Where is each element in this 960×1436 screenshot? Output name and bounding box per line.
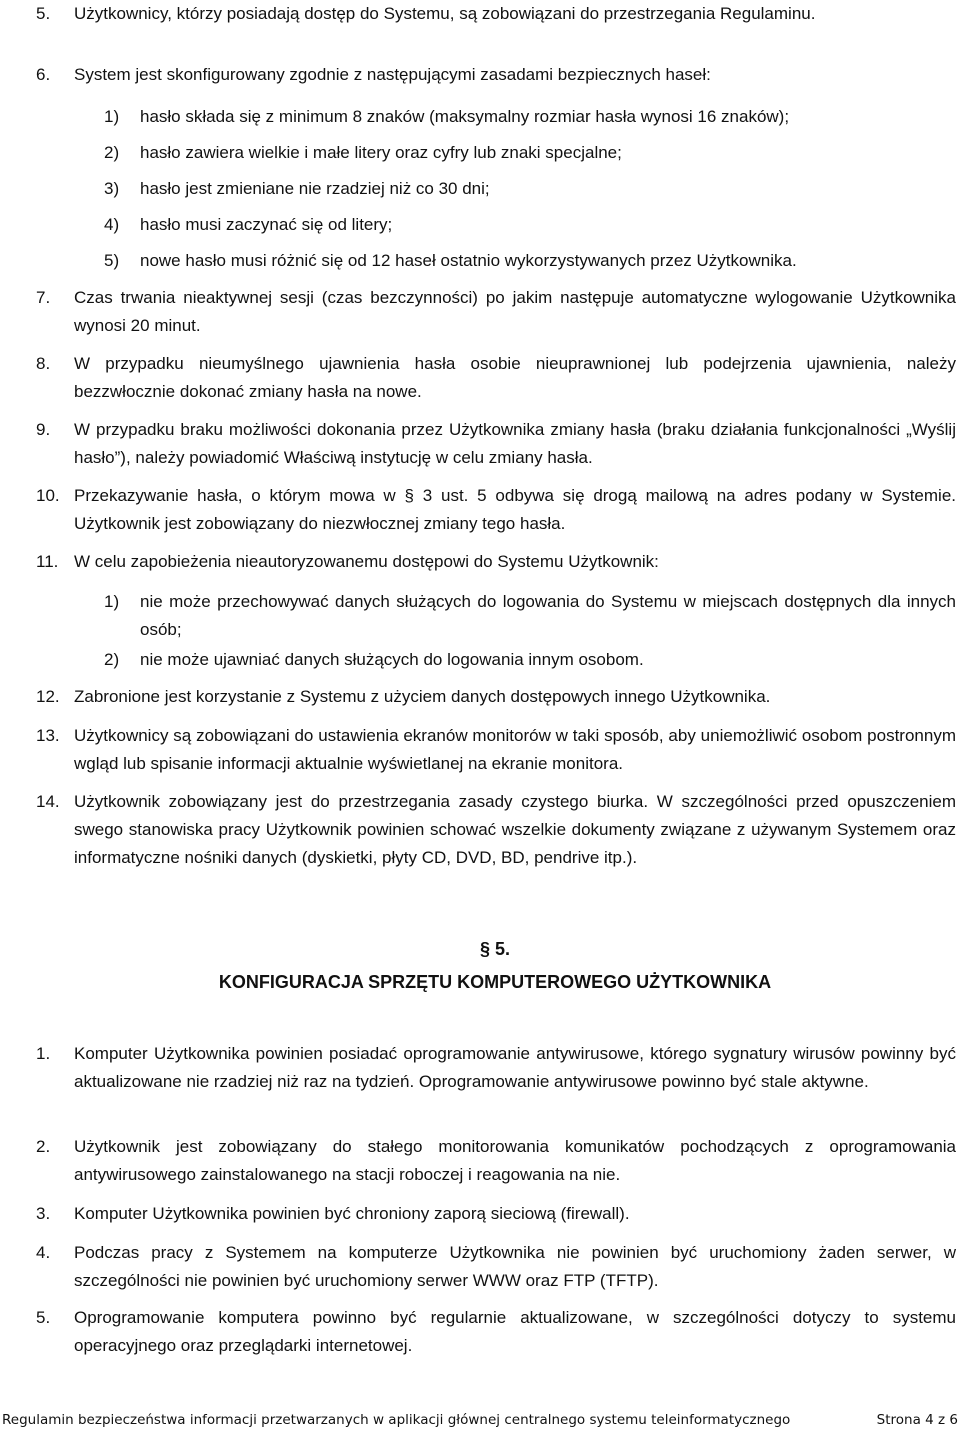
list-item-number: 12.	[36, 687, 60, 706]
sub-list-item	[104, 247, 956, 275]
list-item-text: Przekazywanie hasła, o którym mowa w § 3 ust. 5 odbywa się drogą mailową na adres podany w Systemie. Użytkownik jest zobowiązany do niezwłocznej zmiany tego hasła.	[74, 486, 956, 533]
sub-list-item-text: hasło zawiera wielkie i małe litery oraz cyfry lub znaki specjalne;	[140, 143, 622, 162]
list-item-text: W przypadku nieumyślnego ujawnienia hasła osobie nieuprawnionej lub podejrzenia ujawnienia, należy bezzwłocznie dokonać zmiany hasła na nowe.	[74, 354, 956, 401]
sub-list-item-number: 2)	[104, 650, 120, 669]
list-item-text: Użytkownicy, którzy posiadają dostęp do Systemu, są zobowiązani do przestrzegania Regulaminu.	[74, 4, 816, 23]
sub-list-item-text: hasło składa się z minimum 8 znaków (maksymalny rozmiar hasła wynosi 16 znaków);	[140, 107, 790, 126]
sub-list-item-text: hasło musi zaczynać się od litery;	[140, 215, 393, 234]
list-item-number: 13.	[36, 726, 60, 745]
sub-list-item-number: 5)	[104, 251, 120, 270]
list-item	[36, 1200, 956, 1228]
sub-list-item	[104, 175, 956, 203]
list-item	[36, 788, 956, 872]
list-item	[36, 416, 956, 472]
list-item-text: Komputer Użytkownika powinien być chroniony zaporą sieciową (firewall).	[74, 1204, 630, 1223]
sub-list-item-number: 1)	[104, 592, 120, 611]
list-item-text: W celu zapobieżenia nieautoryzowanemu dostępowi do Systemu Użytkownik:	[74, 552, 659, 571]
list-item-text: Użytkownik zobowiązany jest do przestrzegania zasady czystego biurka. W szczególności przed opuszczeniem swego stanowiska pracy Użytkownik powinien schować wszelkie dokumenty związane z używanym Systemem oraz informatyczne nośniki danych (dyskietki, płyty CD, DVD, BD, pendrive itp.).	[74, 792, 956, 867]
section-number: § 5.	[479, 939, 511, 959]
list-item	[36, 683, 956, 711]
list-item-number: 9.	[36, 420, 51, 439]
footer-page-number: Strona 4 z 6	[876, 1412, 958, 1428]
list-item	[36, 350, 956, 406]
sub-list-item-number: 2)	[104, 143, 120, 162]
list-item-text: Zabronione jest korzystanie z Systemu z użyciem danych dostępowych innego Użytkownika.	[74, 687, 771, 706]
list-item-text: Użytkownik jest zobowiązany do stałego monitorowania komunikatów pochodzących z oprogramowania antywirusowego zainstalowanego na stacji roboczej i reagowania na nie.	[74, 1137, 956, 1184]
list-item	[36, 284, 956, 340]
list-item-number: 6.	[36, 65, 51, 84]
list-item-number: 14.	[36, 792, 60, 811]
list-item-text: W przypadku braku możliwości dokonania przez Użytkownika zmiany hasła (braku działania funkcjonalności „Wyślij hasło”), należy powiadomić Właściwą instytucję w celu zmiany hasła.	[74, 420, 956, 467]
list-item	[36, 0, 956, 28]
list-item-number: 3.	[36, 1204, 51, 1223]
list-item-number: 10.	[36, 486, 60, 505]
sub-list-item-text: hasło jest zmieniane nie rzadziej niż co 30 dni;	[140, 179, 490, 198]
section-title: KONFIGURACJA SPRZĘTU KOMPUTEROWEGO UŻYTKOWNIKA	[218, 972, 772, 992]
list-item	[36, 1304, 956, 1360]
list-item	[36, 1040, 956, 1096]
list-item-number: 11.	[36, 552, 59, 571]
list-item-text: Użytkownicy są zobowiązani do ustawienia ekranów monitorów w taki sposób, aby uniemożliwić osobom postronnym wgląd lub spisanie informacji aktualnie wyświetlanej na ekranie monitora.	[74, 726, 956, 773]
list-item	[36, 722, 956, 778]
list-item	[36, 548, 956, 576]
list-item-text: Komputer Użytkownika powinien posiadać oprogramowanie antywirusowe, którego sygnatury wirusów powinny być aktualizowane nie rzadziej niż raz na tydzień. Oprogramowanie antywirusowe powinno być stale aktywne.	[74, 1044, 956, 1091]
sub-list-item	[104, 588, 956, 644]
list-item-number: 2.	[36, 1137, 51, 1156]
list-item-text: System jest skonfigurowany zgodnie z następującymi zasadami bezpiecznych haseł:	[74, 65, 711, 84]
sub-list-item	[104, 139, 956, 167]
sub-list-item-text: nie może przechowywać danych służących do logowania do Systemu w miejscach dostępnych dla innych osób;	[140, 592, 956, 639]
sub-list-item-number: 4)	[104, 215, 120, 234]
list-item-number: 5.	[36, 4, 51, 23]
list-item-number: 4.	[36, 1243, 51, 1262]
list-item-text: Oprogramowanie komputera powinno być regularnie aktualizowane, w szczególności dotyczy to systemu operacyjnego oraz przeglądarki internetowej.	[74, 1308, 956, 1355]
list-item-number: 7.	[36, 288, 51, 307]
sub-list-item-number: 1)	[104, 107, 120, 126]
list-item-number: 8.	[36, 354, 51, 373]
list-item	[36, 1133, 956, 1189]
sub-list-item-text: nowe hasło musi różnić się od 12 haseł ostatnio wykorzystywanych przez Użytkownika.	[140, 251, 797, 270]
list-item	[36, 61, 956, 89]
sub-list-item	[104, 103, 956, 131]
list-item	[36, 1239, 956, 1295]
sub-list-item	[104, 211, 956, 239]
sub-list-item	[104, 646, 956, 674]
list-item-number: 1.	[36, 1044, 51, 1063]
list-item	[36, 482, 956, 538]
list-item-number: 5.	[36, 1308, 51, 1327]
list-item-text: Podczas pracy z Systemem na komputerze Użytkownika nie powinien być uruchomiony żaden serwer, w szczególności nie powinien być uruchomiony serwer WWW oraz FTP (TFTP).	[74, 1243, 956, 1290]
sub-list-item-number: 3)	[104, 179, 120, 198]
sub-list-item-text: nie może ujawniać danych służących do logowania innym osobom.	[140, 650, 644, 669]
list-item-text: Czas trwania nieaktywnej sesji (czas bezczynności) po jakim następuje automatyczne wylogowanie Użytkownika wynosi 20 minut.	[74, 288, 956, 335]
footer-document-title: Regulamin bezpieczeństwa informacji przetwarzanych w aplikacji głównej centralnego systemu teleinformatycznego	[2, 1412, 791, 1428]
